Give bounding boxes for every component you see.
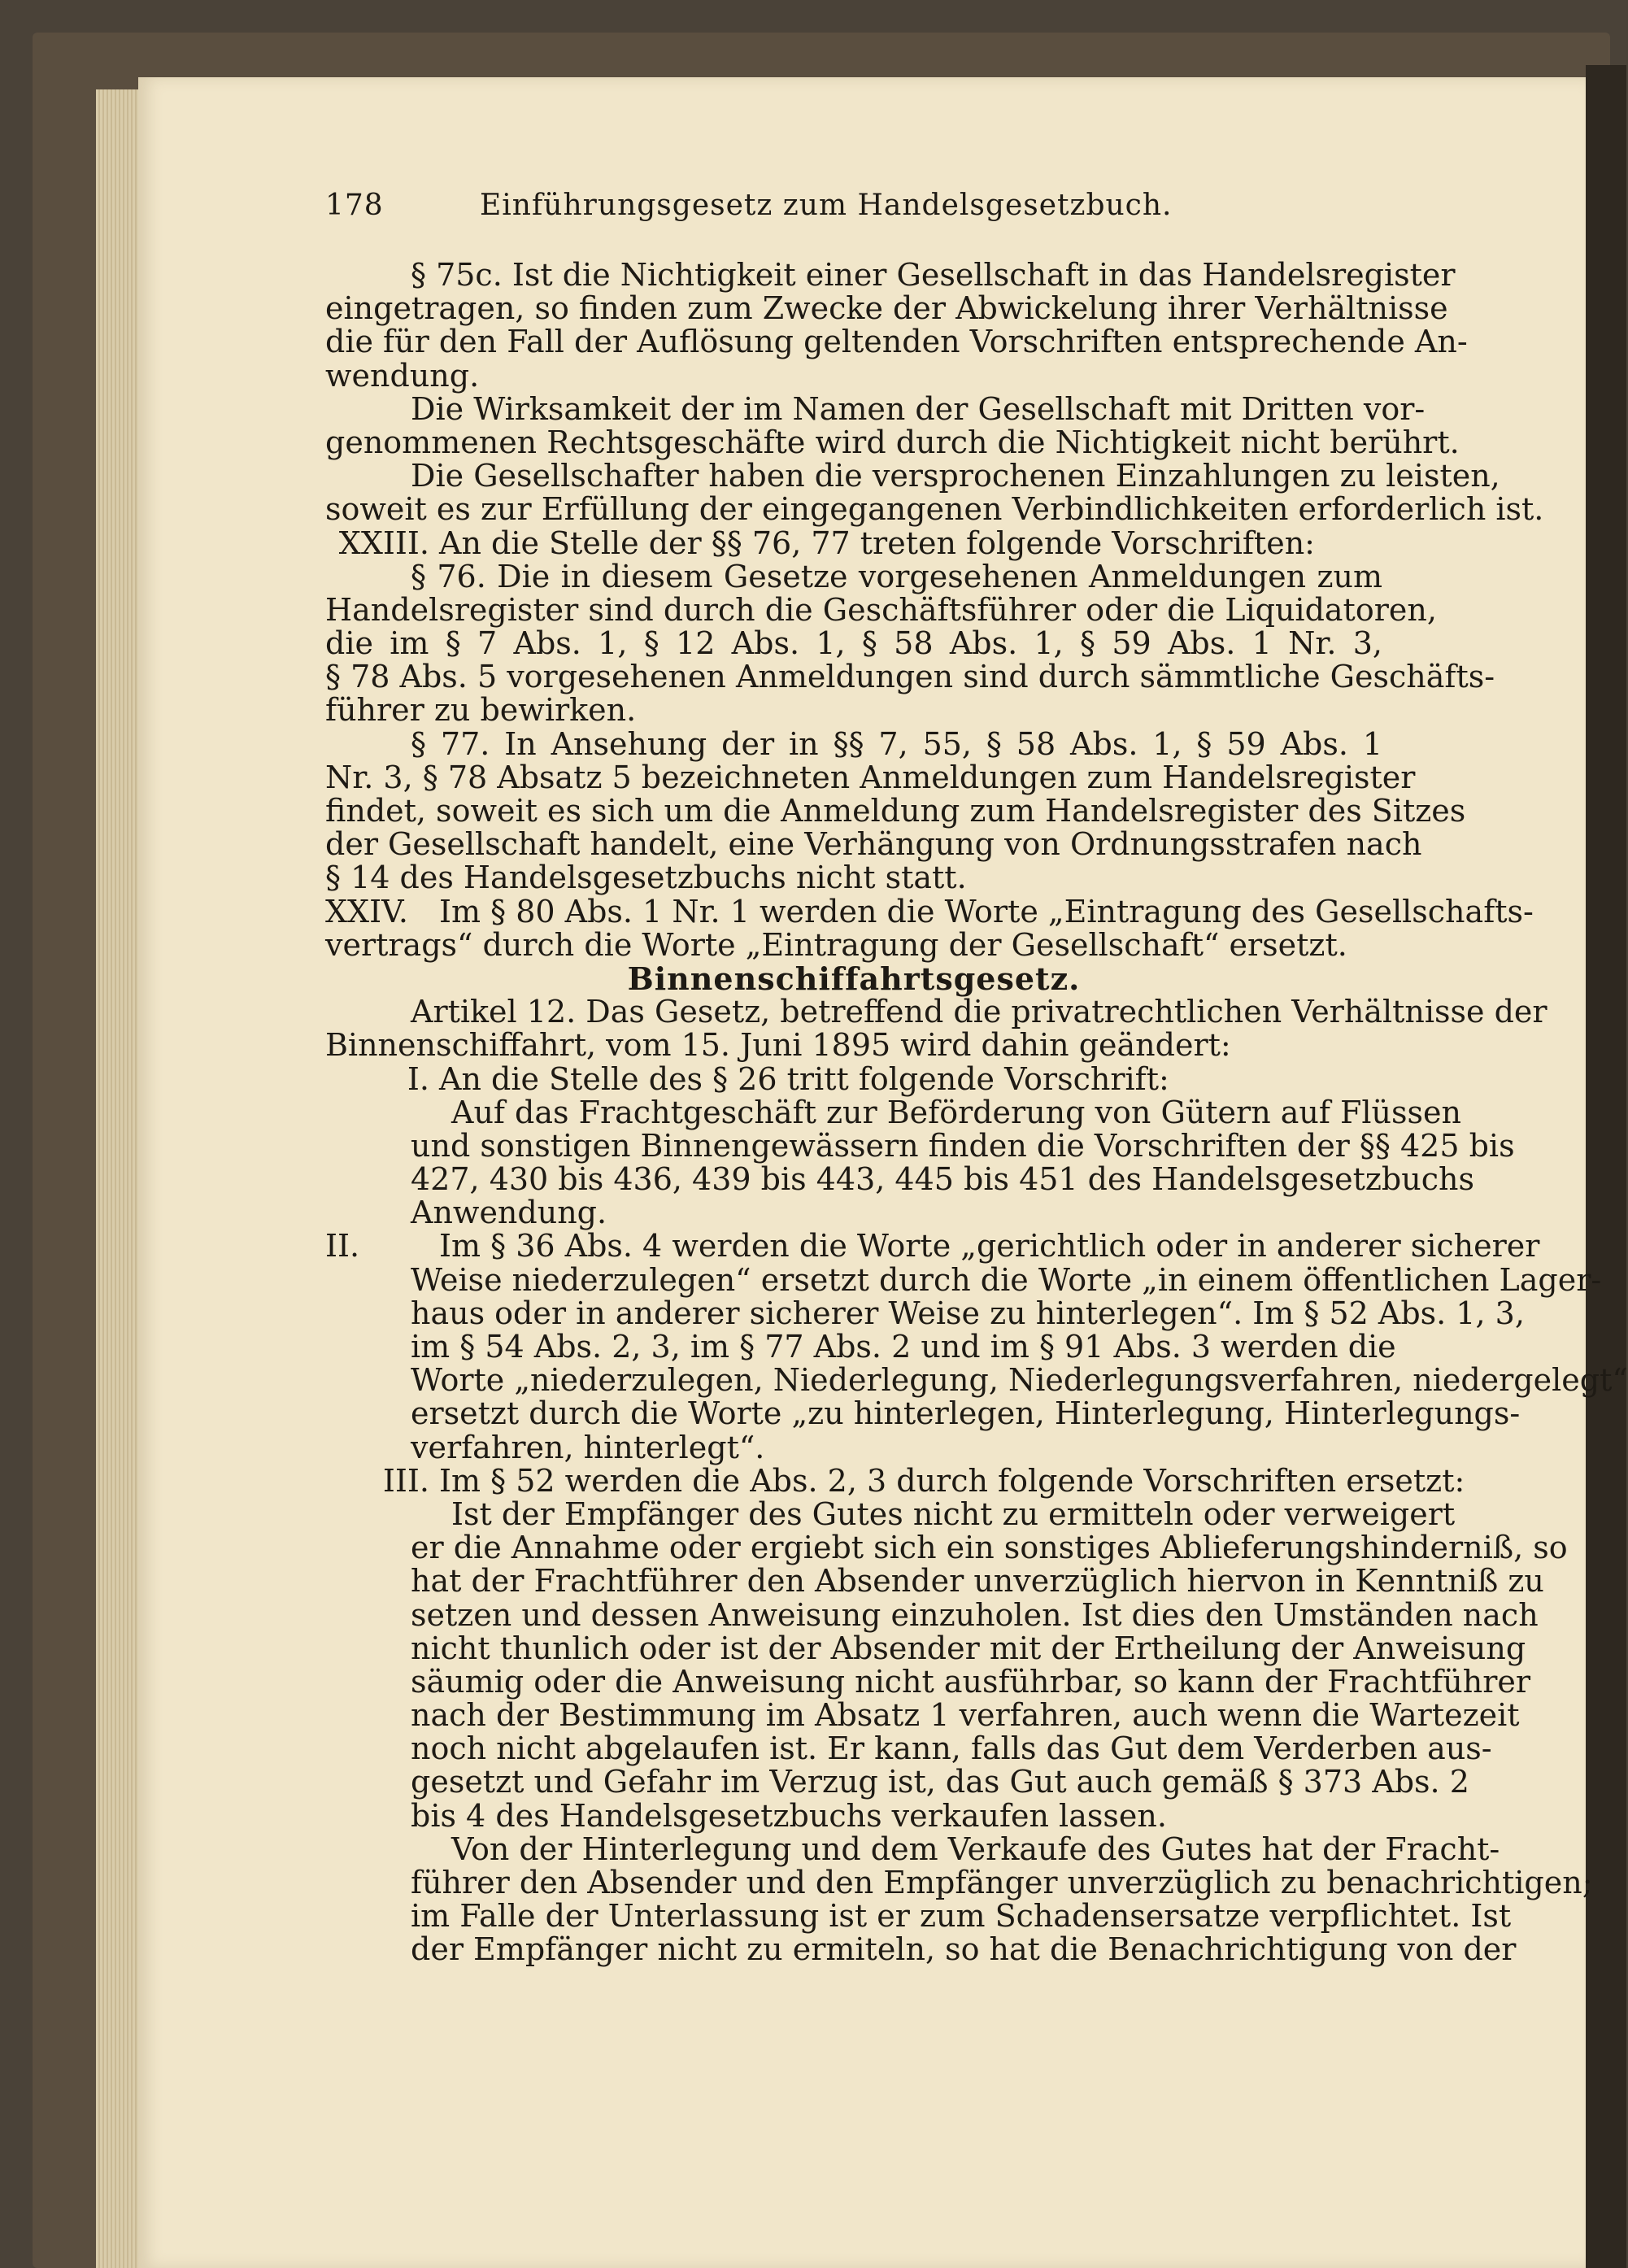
text-line [325,826,1422,863]
line-text: führer den Absender und den Empfänger unverzüglich zu benachrichtigen; [411,1865,1593,1900]
line-text: ersetzt durch die Worte „zu hinterlegen, Hinterlegung, Hinterlegungs- [411,1395,1521,1432]
line-text: haus oder in anderer sicherer Weise zu hinterlegen“. Im § 52 Abs. 1, 3, [411,1295,1525,1331]
line-text: vertrags“ durch die Worte „Eintragung der Gesellschaft“ ersetzt. [325,926,1347,963]
page-stack-edge [96,89,138,2268]
text-line [325,1530,1568,1566]
text-line [325,1127,1515,1164]
text-line [325,1797,1382,1834]
text-line [325,1060,1382,1097]
line-text: soweit es zur Erfüllung der eingegangenen Verbindlichkeiten erforderlich ist. [325,491,1544,528]
text-line [325,257,1456,293]
text-line [325,861,1382,895]
text-line [325,491,1544,528]
running-title: Einführungsgesetz zum Handelsgesetzbuch. [480,189,1173,222]
line-text: der Gesellschaft handelt, eine Verhängung von Ordnungsstrafen nach [325,826,1422,863]
line-text: Handelsregister sind durch die Geschäftsführer oder die Liquidatoren, [325,591,1437,628]
text-line [325,1563,1544,1600]
text-line [325,694,1382,727]
text-line [325,1295,1525,1331]
text-line [325,527,1382,560]
text-line [325,1697,1520,1734]
text-line [325,1329,1396,1365]
line-text: im § 54 Abs. 2, 3, im § 77 Abs. 2 und im § 91 Abs. 3 werden die [411,1329,1396,1365]
text-line [325,1730,1492,1767]
section-heading [325,962,1382,995]
text-line [325,324,1468,360]
line-text: hat der Frachtführer den Absender unverzüglich hiervon in Kenntniß zu [411,1563,1544,1600]
line-text: verfahren, hinterlegt“. [411,1429,765,1465]
line-text: Die Gesellschafter haben die versprochenen Einzahlungen zu leisten, [411,458,1500,494]
line-text: Auf das Frachtgeschäft zur Beförderung von Gütern auf Flüssen [451,1094,1461,1130]
text-line [325,1094,1461,1130]
section-numeral: III. [382,1462,429,1499]
text-line [325,759,1416,795]
text-line [325,725,1382,762]
text-line [325,1462,1465,1499]
text-line [325,1630,1526,1666]
text-line [325,591,1437,628]
line-text: Artikel 12. Das Gesetz, betreffend die privatrechtlichen Verhältnisse der [411,994,1547,1030]
text-line [325,1495,1456,1532]
text-line [325,1764,1469,1800]
line-text: § 75c. Ist die Nichtigkeit einer Gesellschaft in das Handelsregister [411,257,1456,293]
line-text: Binnenschiffahrt, vom 15. Juni 1895 wird dahin geändert: [325,1027,1231,1064]
text-line [325,1865,1593,1900]
book-gutter-shadow [1586,65,1626,2268]
line-text: bis 4 des Handelsgesetzbuchs verkaufen lassen. [411,1797,1167,1834]
line-text: Im § 36 Abs. 4 werden die Worte „gerichtlich oder in anderer sicherer [439,1228,1540,1265]
text-line [325,290,1448,327]
line-text: genommenen Rechtsgeschäfte wird durch die Nichtigkeit nicht berührt. [325,424,1460,460]
line-text: Im § 80 Abs. 1 Nr. 1 werden die Worte „Eintragung des Gesellschafts- [439,893,1534,929]
text-line [325,659,1495,695]
text-line [325,893,1534,929]
line-text: Worte „niederzulegen, Niederlegung, Niederlegungsverfahren, niedergelegt“ [411,1362,1628,1399]
running-header [325,189,1382,237]
text-line [325,1362,1628,1399]
text-line [325,424,1460,460]
text-line [325,627,1382,660]
line-text: gesetzt und Gefahr im Verzug ist, das Gut auch gemäß § 373 Abs. 2 [411,1764,1469,1800]
text-line [325,926,1382,963]
line-text: § 78 Abs. 5 vorgesehenen Anmeldungen sind durch sämmtliche Geschäfts- [325,659,1495,695]
line-text: eingetragen, so finden zum Zwecke der Abwickelung ihrer Verhältnisse [325,290,1448,327]
line-text: Binnenschiffahrtsgesetz. [627,960,1081,997]
line-text: im Falle der Unterlassung ist er zum Schadensersatze verpflichtet. Ist [411,1898,1512,1935]
page-number: 178 [325,189,384,222]
text-line [325,1898,1512,1935]
line-text: 427, 430 bis 436, 439 bis 443, 445 bis 451 des Handelsgesetzbuchs [411,1161,1474,1198]
line-text: noch nicht abgelaufen ist. Er kann, falls das Gut dem Verderben aus- [411,1730,1492,1767]
line-text: der Empfänger nicht zu ermiteln, so hat die Benachrichtigung von der [411,1931,1517,1968]
line-text: Weise niederzulegen“ ersetzt durch die Worte „in einem öffentlichen Lager- [411,1261,1602,1298]
line-text: § 14 des Handelsgesetzbuchs nicht statt. [325,860,967,896]
line-text: führer zu bewirken. [325,692,637,729]
text-line [325,390,1426,427]
section-numeral: I. [407,1060,429,1097]
line-text: § 76. Die in diesem Gesetze vorgesehenen Anmeldungen zum [411,558,1382,594]
line-text: Im § 52 werden die Abs. 2, 3 durch folgende Vorschriften ersetzt: [439,1462,1465,1499]
text-line [325,1196,1382,1230]
text-line [325,560,1382,594]
text-line [325,1931,1517,1968]
line-text: setzen und dessen Anweisung einzuholen. Ist dies den Umständen nach [411,1596,1539,1633]
line-text: wendung. [325,357,480,394]
text-line [325,458,1500,494]
section-numeral: II. [325,1228,360,1265]
line-text: nicht thunlich oder ist der Absender mit der Ertheilung der Anweisung [411,1630,1526,1666]
text-line [325,994,1547,1030]
line-text: Ist der Empfänger des Gutes nicht zu ermitteln oder verweigert [451,1495,1456,1532]
line-text: findet, soweit es sich um die Anmeldung zum Handelsregister des Sitzes [325,793,1466,829]
body-text [325,257,1628,1968]
line-text: An die Stelle der §§ 76, 77 treten folgende Vorschriften: [439,525,1315,561]
text-line [325,1161,1474,1198]
line-text: § 77. In Ansehung der in §§ 7, 55, § 58 Abs. 1, § 59 Abs. 1 [411,725,1382,762]
line-text: Von der Hinterlegung und dem Verkaufe des Gutes hat der Fracht- [451,1831,1500,1867]
section-numeral: XXIV. [325,893,408,929]
line-text: die für den Fall der Auflösung geltenden Vorschriften entsprechende An- [325,324,1468,360]
text-line [325,1261,1602,1298]
text-line [325,793,1466,829]
line-text: und sonstigen Binnengewässern finden die Vorschriften der §§ 425 bis [411,1127,1515,1164]
text-line [325,1395,1521,1432]
line-text: er die Annahme oder ergiebt sich ein sonstiges Ablieferungshinderniß, so [411,1530,1568,1566]
line-text: Anwendung. [411,1195,607,1231]
text-line [325,1431,1382,1465]
text-line [325,1831,1500,1867]
line-text: nach der Bestimmung im Absatz 1 verfahren, auch wenn die Wartezeit [411,1697,1520,1734]
line-text: An die Stelle des § 26 tritt folgende Vorschrift: [439,1060,1169,1097]
text-line [325,359,1382,393]
text-line [325,1596,1539,1633]
section-numeral: XXIII. [338,525,429,561]
text-line [325,1663,1531,1700]
line-text: Die Wirksamkeit der im Namen der Gesellschaft mit Dritten vor- [411,390,1426,427]
line-text: Nr. 3, § 78 Absatz 5 bezeichneten Anmeldungen zum Handelsregister [325,759,1416,795]
text-line [325,1029,1382,1062]
line-text: säumig oder die Anweisung nicht ausführbar, so kann der Frachtführer [411,1663,1531,1700]
text-line [325,1228,1540,1265]
line-text: die im § 7 Abs. 1, § 12 Abs. 1, § 58 Abs. 1, § 59 Abs. 1 Nr. 3, [325,625,1382,662]
